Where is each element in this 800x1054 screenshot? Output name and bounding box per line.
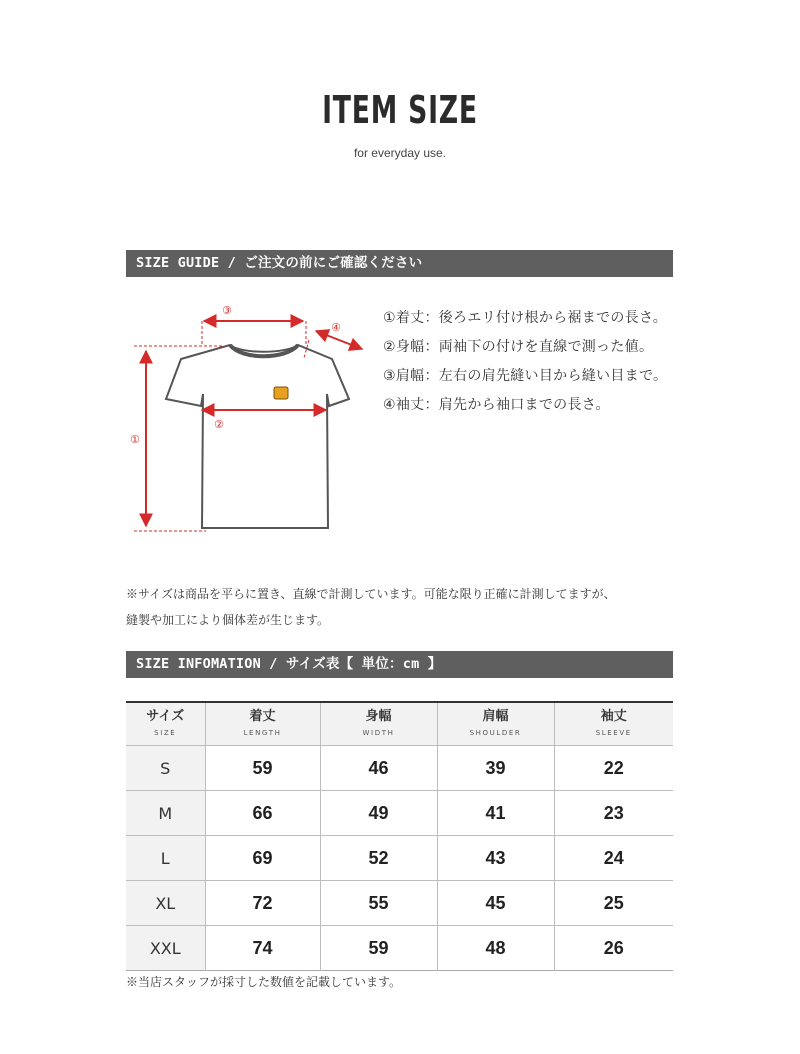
size-guide-bar: SIZE GUIDE / ご注文の前にご確認ください [126,250,673,277]
value-cell: 52 [320,836,437,881]
value-cell: 55 [320,881,437,926]
col-shoulder: 肩幅 SHOULDER [437,702,554,746]
size-cell: S [126,746,205,791]
desc-sleeve: ④袖丈：肩先から袖口までの長さ。 [383,397,610,413]
marker-width: ② [214,418,224,431]
value-cell: 69 [205,836,320,881]
value-cell: 46 [320,746,437,791]
size-info-bar: SIZE INFOMATION / サイズ表【 単位：cm 】 [126,651,673,678]
measure-note [126,581,686,633]
value-cell: 59 [205,746,320,791]
measure-note-line2: 縫製や加工により個体差が生じます。 [126,613,330,627]
value-cell: 22 [554,746,673,791]
table-row [126,746,673,791]
value-cell: 66 [205,791,320,836]
value-cell: 72 [205,881,320,926]
marker-length: ① [130,433,140,446]
col-length: 着丈 LENGTH [205,702,320,746]
desc-length: ①着丈：後ろエリ付け根から裾までの長さ。 [383,310,667,326]
value-cell: 24 [554,836,673,881]
value-cell: 39 [437,746,554,791]
table-row [126,881,673,926]
value-cell: 74 [205,926,320,971]
desc-shoulder: ③肩幅：左右の肩先縫い目から縫い目まで。 [383,368,668,384]
measure-descriptions [383,307,667,423]
tshirt-measure-diagram [126,296,376,541]
table-row [126,926,673,971]
value-cell: 26 [554,926,673,971]
size-table [126,701,673,971]
value-cell: 49 [320,791,437,836]
size-cell: XXL [126,926,205,971]
page-subtitle: for everyday use. [353,146,447,160]
value-cell: 25 [554,881,673,926]
footer-note: ※当店スタッフが採寸した数値を記載しています。 [126,975,402,989]
marker-sleeve: ④ [331,321,341,334]
tshirt-outline [166,345,349,528]
size-cell: XL [126,881,205,926]
value-cell: 23 [554,791,673,836]
col-sleeve: 袖丈 SLEEVE [554,702,673,746]
col-width: 身幅 WIDTH [320,702,437,746]
measure-note-line1: ※サイズは商品を平らに置き、直線で計測しています。可能な限り正確に計測してますが、 [126,587,616,601]
marker-shoulder: ③ [222,304,232,317]
desc-width: ②身幅：両袖下の付けを直線で測った値。 [383,339,654,355]
value-cell: 43 [437,836,554,881]
value-cell: 48 [437,926,554,971]
value-cell: 45 [437,881,554,926]
value-cell: 59 [320,926,437,971]
col-size: サイズ SIZE [126,702,205,746]
size-table-header [126,702,673,746]
page-title: ITEM SIZE [322,88,478,132]
table-row [126,836,673,881]
size-cell: L [126,836,205,881]
table-row [126,791,673,836]
size-cell: M [126,791,205,836]
value-cell: 41 [437,791,554,836]
